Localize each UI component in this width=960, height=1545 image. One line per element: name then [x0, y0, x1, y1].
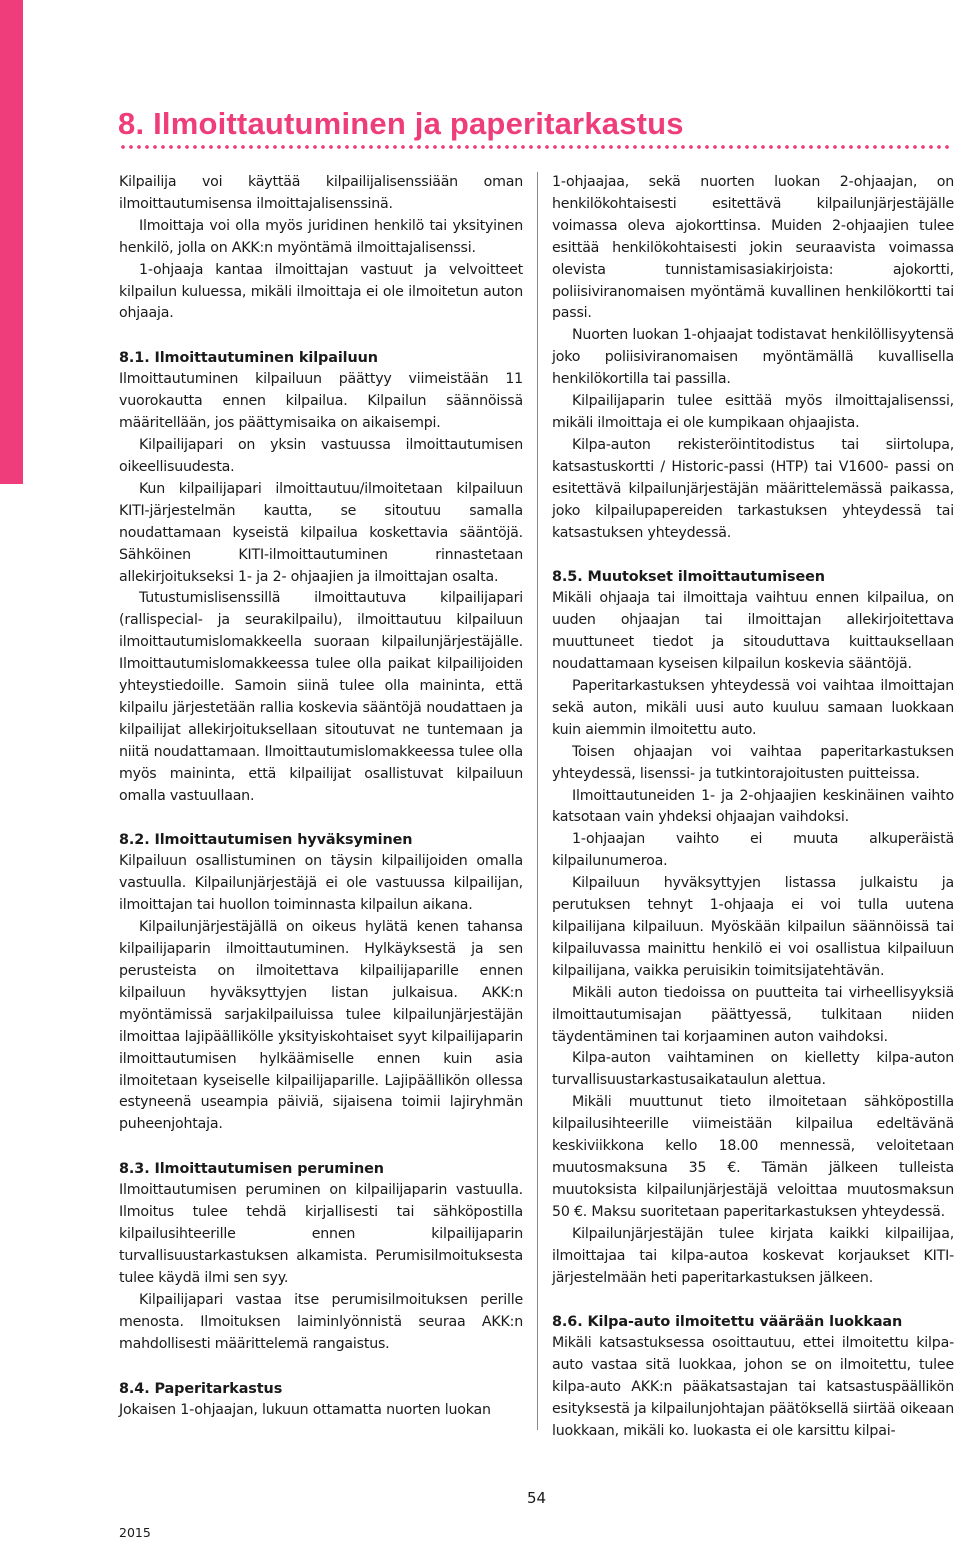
- section-heading: 8.4. Paperitarkastus: [119, 1380, 283, 1397]
- paragraph: Toisen ohjaajan voi vaihtaa paperitarkastuksen yhteydessä, lisenssi- ja tutkintorajoitusten puitteissa.: [552, 743, 954, 782]
- paragraph: Ilmoittautuneiden 1- ja 2-ohjaajien keskinäinen vaihto katsotaan vain yhdeksi ohjaajan vaihdoksi.: [552, 787, 954, 826]
- paragraph: Kilpa-auton vaihtaminen on kielletty kilpa-auton turvallisuustarkastusaikataulun alettua.: [552, 1050, 954, 1089]
- section-heading: 8.5. Muutokset ilmoittautumiseen: [552, 569, 825, 586]
- paragraph: Mikäli katsastuksessa osoittautuu, ettei ilmoitettu kilpa-auto vastaa sitä luokkaa, johon se on ilmoitettu, tulee kilpa-auto AKK:n pääkatsastajan tai katsastuspäällikön esityksestä ja kilpailunjohtajan päätöksellä siirtää oikeaan luokkaan, mikäli ko. luokasta ei ole karsittu kilpai-: [552, 1335, 954, 1440]
- column-divider: [537, 172, 538, 1430]
- paragraph: Kilpailuun hyväksyttyjen listassa julkaistu ja perutuksen tehnyt 1-ohjaaja ei voi tulla uutena kilpailijana kilpailuun. Myöskään kilpailun säännöissä tai kilpailuvassa mainittu henkilö ei voi osallistua kilpailuun kilpailijana, vaikka peruisikin toimitsijatehtävän.: [552, 875, 954, 979]
- left-column: [119, 172, 523, 1421]
- paragraph: Mikäli ohjaaja tai ilmoittaja vaihtuu ennen kilpailua, on uuden ohjaajan tai ilmoittajan allekirjoitettava muuttuneet tiedot ja sitouduttava kuittauksellaan noudattamaan kyseisen kilpailun koskevia sääntöjä.: [552, 590, 954, 673]
- section-heading: 8.1. Ilmoittautuminen kilpailuun: [119, 350, 378, 367]
- paragraph: Kilpailijaparin tulee esittää myös ilmoittajalisenssi, mikäli ilmoittaja ei ole kumpikaan ohjaajista.: [552, 393, 954, 431]
- paragraph: Ilmoittaja voi olla myös juridinen henkilö tai yksityinen henkilö, jolla on AKK:n myöntämä ilmoittajalisenssi.: [119, 217, 523, 256]
- section-heading: 8.2. Ilmoittautumisen hyväksyminen: [119, 832, 413, 849]
- right-column: [552, 172, 954, 1443]
- paragraph: Ilmoittautumisen peruminen on kilpailijaparin vastuulla. Ilmoitus tulee tehdä kirjallisesti tai sähköpostilla kilpailusihteerille ennen kilpailijaparin turvallisuustarkastuksen alkamista. Perumisilmoituksesta tulee käydä ilmi sen syy.: [119, 1182, 523, 1286]
- paragraph: Kilpailunjärjestäjän tulee kirjata kaikki kilpailijaa, ilmoittajaa tai kilpa-autoa koskevat korjaukset KITI-järjestelmään heti paperitarkastuksen jälkeen.: [552, 1225, 954, 1286]
- paragraph: Kilpailuun osallistuminen on täysin kilpailijoiden omalla vastuulla. Kilpailunjärjestäjä ei ole vastuussa kilpailijan, ilmoittajan tai huollon toiminnasta kilpailun aikana.: [119, 853, 523, 914]
- dotted-divider: [119, 145, 949, 149]
- page-number: 54: [527, 1489, 547, 1507]
- paragraph: Kilpailijapari vastaa itse perumisilmoituksen perille menosta. Ilmoituksen laiminlyönnistä seuraa AKK:n mahdollisesti määrittelemä rangaistus.: [119, 1291, 523, 1352]
- paragraph: Nuorten luokan 1-ohjaajat todistavat henkilöllisyytensä joko poliisiviranomaisen myöntämällä kuvallisella henkilökortilla tai passilla.: [552, 327, 954, 388]
- section-heading: 8.6. Kilpa-auto ilmoitettu väärään luokkaan: [552, 1314, 903, 1331]
- footer-year: 2015: [119, 1525, 151, 1540]
- section-heading: 8.3. Ilmoittautumisen peruminen: [119, 1161, 384, 1178]
- paragraph: Jokaisen 1-ohjaajan, lukuun ottamatta nuorten luokan: [119, 1401, 491, 1418]
- accent-side-bar: [0, 0, 23, 484]
- paragraph: Mikäli auton tiedoissa on puutteita tai virheellisyyksiä ilmoittautumisajan päättyessä, tulkitaan niiden täydentäminen tai korjaaminen auton vaihdoksi.: [552, 984, 954, 1045]
- paragraph: Paperitarkastuksen yhteydessä voi vaihtaa ilmoittajan sekä auton, mikäli uusi auto kuuluu samaan luokkaan kuin aiemmin ilmoitettu auto.: [552, 678, 954, 738]
- paragraph: Kilpailijapari on yksin vastuussa ilmoittautumisen oikeellisuudesta.: [119, 437, 523, 475]
- paragraph: 1-ohjaajaa, sekä nuorten luokan 2-ohjaajan, on henkilökohtaisesti esitettävä kilpailunjärjestäjälle voimassa oleva ajokorttinsa. Muiden 2-ohjaajien tulee esittää henkilökohtaisesti jokin seuraavista voimassa olevista tunnistamisasiakirjoista: ajokortti, poliisiviranomaisen myöntämä kuvallinen henkilökortti tai passi.: [552, 174, 954, 322]
- paragraph: Kilpailunjärjestäjällä on oikeus hylätä kenen tahansa kilpailijaparin ilmoittautuminen. Hylkäyksestä ja sen perusteista on ilmoitettava kilpailijaparille ennen kilpailuun hyväksyttyjen listan julkaisua. AKK:n myöntämissä sarjakilpailuissa tulee kilpailunjärjestäjän ilmoittaa lajipäällikölle yksityiskohtaiset syyt kilpailijaparin ilmoittautumisen hylkäämiselle ennen kuin asia ilmoitetaan kyseiselle kilpailijaparille. Lajipäällikön ollessa estyneenä useampia päiviä, sijaisena toimii lajiryhmän puheenjohtaja.: [119, 919, 523, 1133]
- paragraph: Kilpa-auton rekisteröintitodistus tai siirtolupa, katsastuskortti / Historic-passi (HTP) tai V1600- passi on esitettävä kilpailunjärjestäjän määrittelemässä paikassa, joko kilpailupapereiden tarkastuksen yhteydessä tai katsastuksen yhteydessä.: [552, 436, 954, 541]
- paragraph: Kun kilpailijapari ilmoittautuu/ilmoitetaan kilpailuun KITI-järjestelmän kautta, se sitoutuu samalla noudattamaan kyseistä kilpailua koskettavia sääntöjä. Sähköinen KITI-ilmoittautuminen rinnastetaan allekirjoitukseksi 1- ja 2- ohjaajien ja ilmoittajan osalta.: [119, 480, 523, 585]
- paragraph: 1-ohjaajan vaihto ei muuta alkuperäistä kilpailunumeroa.: [552, 831, 954, 870]
- paragraph: Mikäli muuttunut tieto ilmoitetaan sähköpostilla kilpailusihteerille viimeistään kilpailua edeltävänä keskiviikkona kello 18.00 mennessä, veloitetaan muutosmaksuna 35 €. Tämän jälkeen tulleista muutoksista kilpailunjärjestäjä veloittaa muutosmaksun 50 €. Maksu suoritetaan paperitarkastuksen yhteydessä.: [552, 1094, 954, 1220]
- paragraph: Tutustumislisenssillä ilmoittautuva kilpailijapari (rallispecial- ja seurakilpailu), ilmoittautuu kilpailuun ilmoittautumislomakkeella suoraan kilpailunjärjestäjälle. Ilmoittautumislomakkeessa tulee olla paikat kilpailijoiden yhteystiedoille. Samoin siinä tulee olla maininta, että kilpailu järjestetään rallia koskevia sääntöjä noudattaen ja kilpailijat allekirjoituksellaan sitoutuvat ne tuntemaan ja niitä noudattamaan. Ilmoittautumislomakkeessa tulee olla myös maininta, että kilpailijat osallistuvat kilpailuun omalla vastuullaan.: [119, 590, 523, 804]
- paragraph: Ilmoittautuminen kilpailuun päättyy viimeistään 11 vuorokautta ennen kilpailua. Kilpailun säännöissä määritellään, jos päättymisaika on aikaisempi.: [119, 371, 523, 432]
- page-title: 8. Ilmoittautuminen ja paperitarkastus: [118, 106, 684, 141]
- paragraph: Kilpailija voi käyttää kilpailijalisenssiään oman ilmoittautumisensa ilmoittajalisenssinä.: [119, 174, 523, 212]
- paragraph: 1-ohjaaja kantaa ilmoittajan vastuut ja velvoitteet kilpailun kuluessa, mikäli ilmoittaja ei ole ilmoitetun auton ohjaaja.: [119, 261, 523, 322]
